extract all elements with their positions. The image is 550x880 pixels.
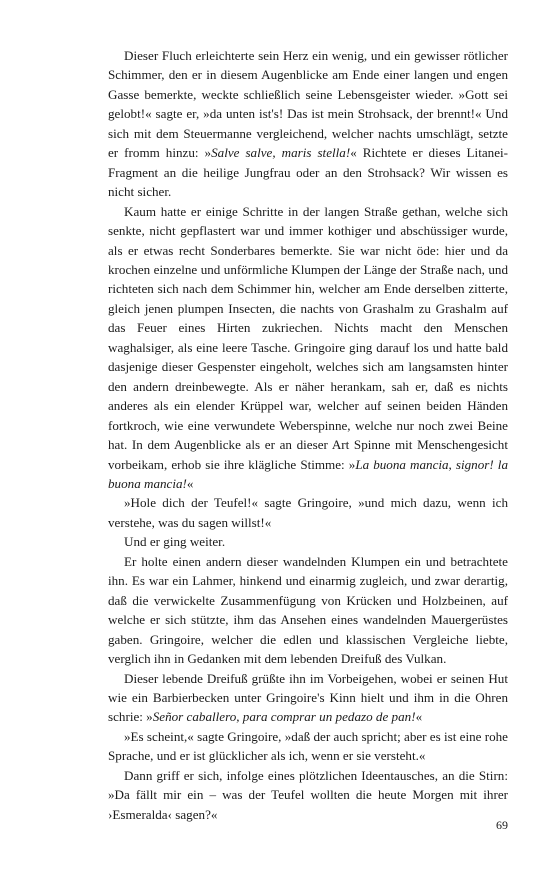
text-run: Dieser lebende Dreifuß grüßte ihn im Vorbeigehen, wobei er seinen Hut wie ein Barbierbecken unter Gringoire's Kinn hielt und ihm in die Ohren schrie: » (108, 670, 508, 725)
paragraph (108, 727, 508, 766)
paragraph (108, 766, 508, 824)
text-run: Er holte einen andern dieser wandelnden Klumpen ein und betrachtete ihn. Es war ein Lahmer, hinkend und einarmig zugleich, und zwar derartig, daß die verwickelte Zusammenfügung von Krücken und Holzbeinen, auf welche er sich stützte, ihm das Ansehen eines wandelnden Mauergerüstes gaben. Gringoire, welcher die edlen und klassischen Vergleiche liebte, verglich ihn in Gedanken mit dem lebenden Dreifuß des Vulkan. (108, 553, 508, 667)
text-run: Dann griff er sich, infolge eines plötzlichen Ideentausches, an die Stirn: »Da fällt mir ein – was der Teufel wollten die heute Morgen mit ihrer ›Esmeralda‹ sagen?« (108, 767, 508, 822)
text-run: Dieser Fluch erleichterte sein Herz ein wenig, und ein gewisser rötlicher Schimmer, den er in diesem Augenblicke am Ende einer langen und engen Gasse bemerkte, weckte schließlich seine Lebensgeister wieder. »Gott sei gelobt!« sagte er, »da unten ist's! Das ist mein Strohsack, der brennt!« Und sich mit dem Steuermanne vergleichend, welcher nachts umschlägt, setzte er fromm hinzu: » (108, 48, 508, 161)
paragraph (108, 202, 508, 494)
text-run: « (415, 709, 423, 725)
text-run: « (186, 475, 194, 491)
text-run: « Richtete er dieses Litanei-Fragment an die heilige Jungfrau oder an den Strohsack? Wir wissen es nicht sicher. (108, 145, 508, 200)
paragraph (108, 532, 508, 551)
paragraph (108, 552, 508, 669)
text-run: »Hole dich der Teufel!« sagte Gringoire, »und mich dazu, wenn ich verstehe, was du sagen willst!« (108, 495, 508, 530)
page-number: 69 (496, 818, 508, 832)
text-run: »Es scheint,« sagte Gringoire, »daß der auch spricht; aber es ist eine rohe Sprache, und er ist glücklicher als ich, wenn er sie versteht.« (108, 728, 508, 764)
italic-italian-phrase: La buona mancia, signor! la buona mancia! (108, 456, 508, 491)
text-run: Kaum hatte er einige Schritte in der langen Straße gethan, welche sich senkte, nicht gepflastert war und immer kothiger und abschüssiger wurde, als er etwas recht Sonderbares bemerkte. Sie war nicht öde: hier und da krochen einzelne und unförmliche Klumpen der Länge der Straße nach, und richteten sich nach dem Schimmer hin, welcher am Ende derselben zitterte, gleich jenen plumpen Insecten, die nachts von Grashalm zu Grashalm auf das Feuer eines Hirten zukriechen. Nichts macht den Menschen waghalsiger, als eine leere Tasche. Gringoire ging darauf los und hatte bald dasjenige dieser Gespenster eingeholt, welches sich am langsamsten hinter den andern dreinbewegte. Als er näher herankam, sah er, daß es nichts anderes als ein elender Krüppel war, welcher auf seinen beiden Händen fortkroch, wie eine verwundete Weberspinne, welche nur noch zwei Beine hat. In dem Augenblicke als er an dieser Art Spinne mit Menschengesicht vorbeikam, erhob sie ihre klägliche Stimme: » (108, 203, 508, 472)
paragraph (108, 493, 508, 532)
paragraph (108, 669, 508, 727)
italic-spanish-phrase: Señor caballero, para comprar un pedazo de pan! (152, 709, 416, 725)
italic-latin-phrase: Salve salve, maris stella! (211, 145, 351, 161)
text-run: Und er ging weiter. (124, 534, 226, 550)
paragraph (108, 46, 508, 202)
body-text (108, 46, 508, 824)
